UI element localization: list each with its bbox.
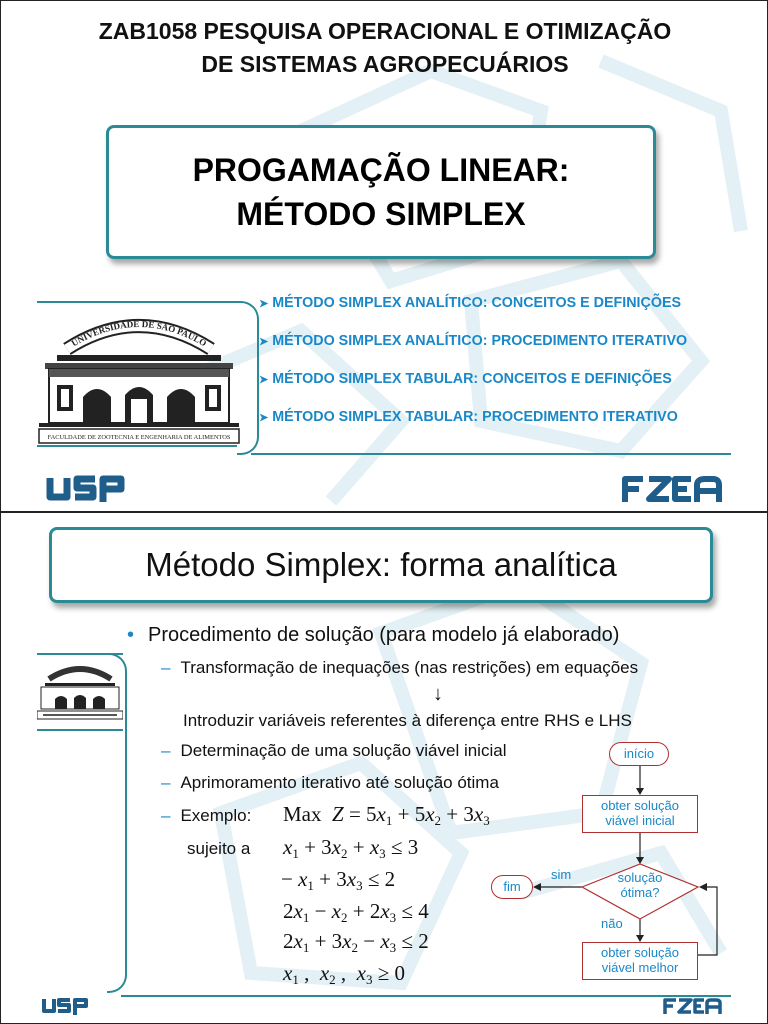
- course-title-line2: DE SISTEMAS AGROPECUÁRIOS: [201, 51, 569, 77]
- course-title: [1, 15, 768, 81]
- dash-icon: –: [161, 806, 171, 825]
- subject-to-label: sujeito a: [187, 839, 251, 858]
- constraint-2: − $x_1 + 3x_3 \le 2$: [281, 867, 396, 893]
- topic-item: ➤ MÉTODO SIMPLEX TABULAR: CONCEITOS E DEFINIÇÕES: [259, 371, 672, 387]
- sub-bullet: – Exemplo:: [161, 806, 252, 825]
- main-title-line1: PROGAMAÇÃO LINEAR:: [192, 152, 570, 188]
- constraint-4: $2x_1 + 3x_2 - x_3 \le 2$: [283, 929, 429, 955]
- dash-icon: –: [161, 773, 171, 792]
- flowchart-decision: solução ótima?: [617, 870, 663, 900]
- constraint-5: $x_1$ , $x_2$ , $x_3 \ge 0$: [283, 961, 406, 987]
- usp-seal-image: [37, 305, 241, 449]
- slide-title: Método Simplex: forma analítica: [145, 546, 617, 583]
- topic-item: ➤ MÉTODO SIMPLEX ANALÍTICO: CONCEITOS E DEFINIÇÕES: [259, 295, 682, 311]
- fzea-logo: [621, 475, 725, 505]
- constraint-1: $x_1 + 3x_2 + x_3 \le 3$: [283, 835, 419, 861]
- dash-icon: –: [161, 741, 171, 760]
- topic-item: ➤ MÉTODO SIMPLEX TABULAR: PROCEDIMENTO ITERATIVO: [259, 409, 678, 425]
- slide-2: [0, 512, 768, 1024]
- constraint-3: $2x_1 - x_2 + 2x_3 \le 4$: [283, 899, 429, 925]
- objective-function: Max $Z = 5x_1 + 5x_2 + 3x_3$: [283, 802, 490, 828]
- arrow-icon: ➤: [259, 374, 269, 386]
- sub-bullet: – Aprimoramento iterativo até solução ótima: [161, 773, 499, 792]
- divider-line: [251, 453, 731, 455]
- flowchart-end: fim: [491, 875, 533, 899]
- divider-line: [37, 301, 237, 303]
- usp-logo: [41, 997, 89, 1017]
- usp-logo: [45, 475, 129, 505]
- svg-text:FACULDADE DE ZOOTECNIA E ENGEN: FACULDADE DE ZOOTECNIA E ENGENHARIA DE ALIMENTOS: [47, 434, 231, 441]
- topic-list: [259, 295, 687, 447]
- bullet-icon: •: [127, 624, 135, 646]
- flowchart-step-initial: obter solução viável inicial: [582, 795, 698, 833]
- arrow-icon: ➤: [259, 336, 269, 348]
- main-title-line2: MÉTODO SIMPLEX: [236, 196, 526, 232]
- flowchart-no-label: não: [601, 916, 623, 931]
- main-bullet: • Procedimento de solução (para modelo já elaborado): [127, 624, 620, 646]
- svg-text:UNIVERSIDADE DE SÃO PAULO: UNIVERSIDADE DE SÃO PAULO: [69, 318, 209, 349]
- flowchart-yes-label: sim: [551, 867, 572, 882]
- fzea-logo: [663, 997, 723, 1017]
- flowchart-start: início: [609, 742, 669, 766]
- main-title-box: [106, 125, 656, 259]
- course-title-line1: ZAB1058 PESQUISA OPERACIONAL E OTIMIZAÇÃO: [98, 18, 672, 44]
- flowchart-step-better: obter solução viável melhor: [582, 942, 698, 980]
- arrow-icon: ➤: [259, 298, 269, 310]
- topic-item: ➤ MÉTODO SIMPLEX ANALÍTICO: PROCEDIMENTO ITERATIVO: [259, 333, 688, 349]
- sub-bullet: – Transformação de inequações (nas restrições) em equações: [161, 658, 639, 677]
- arrow-icon: ➤: [259, 412, 269, 424]
- down-arrow: ↓: [433, 683, 443, 705]
- sub-bullet: – Determinação de uma solução viável inicial: [161, 741, 507, 760]
- dash-icon: –: [161, 658, 171, 677]
- sub-bullet-continuation: Introduzir variáveis referentes à diferença entre RHS e LHS: [183, 711, 632, 730]
